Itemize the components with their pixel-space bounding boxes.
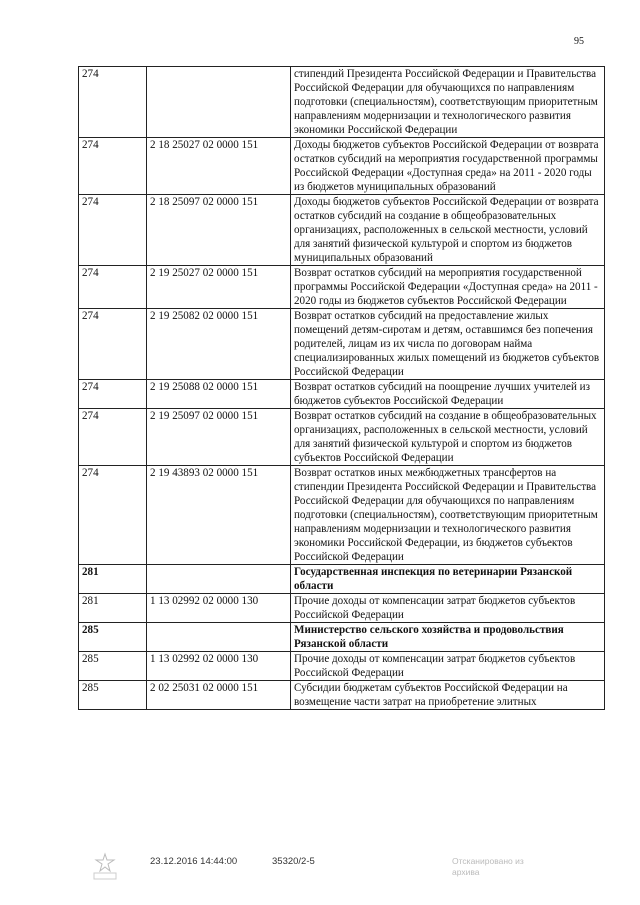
name-cell: Министерство сельского хозяйства и продовольствия Рязанской области bbox=[291, 623, 605, 652]
footer-stamp bbox=[452, 856, 524, 878]
table-row bbox=[79, 466, 605, 565]
code-cell: 281 bbox=[79, 565, 147, 594]
kbk-cell: 2 19 25088 02 0000 151 bbox=[147, 380, 291, 409]
kbk-cell: 2 19 25027 02 0000 151 bbox=[147, 266, 291, 309]
table-row bbox=[79, 594, 605, 623]
kbk-cell: 1 13 02992 02 0000 130 bbox=[147, 652, 291, 681]
table-row bbox=[79, 138, 605, 195]
name-cell: Субсидии бюджетам субъектов Российской Федерации на возмещение части затрат на приобретение элитных bbox=[291, 681, 605, 710]
table-row bbox=[79, 681, 605, 710]
name-cell: Государственная инспекция по ветеринарии Рязанской области bbox=[291, 565, 605, 594]
table-row bbox=[79, 652, 605, 681]
code-cell: 274 bbox=[79, 409, 147, 466]
name-cell: Прочие доходы от компенсации затрат бюджетов субъектов Российской Федерации bbox=[291, 652, 605, 681]
code-cell: 274 bbox=[79, 195, 147, 266]
table-row bbox=[79, 195, 605, 266]
code-cell: 285 bbox=[79, 623, 147, 652]
name-cell: Возврат остатков субсидий на предоставление жилых помещений детям-сиротам и детям, оставшимся без попечения родителей, лицам из их числа по договорам найма специализированных жилых помещений из бюджетов субъектов Российской Федерации bbox=[291, 309, 605, 380]
name-cell: Возврат остатков субсидий на создание в общеобразовательных организациях, расположенных в сельской местности, условий для занятий физической культурой и спортом из бюджетов субъектов Российской Федерации bbox=[291, 409, 605, 466]
code-cell: 281 bbox=[79, 594, 147, 623]
footer-doc-number: 35320/2-5 bbox=[272, 856, 315, 867]
kbk-cell: 2 02 25031 02 0000 151 bbox=[147, 681, 291, 710]
name-cell: Возврат остатков субсидий на поощрение лучших учителей из бюджетов субъектов Российской Федерации bbox=[291, 380, 605, 409]
code-cell: 274 bbox=[79, 138, 147, 195]
name-cell: Возврат остатков субсидий на мероприятия государственной программы Российской Федерации «Доступная среда» на 2011 - 2020 годы из бюджетов субъектов Российской Федерации bbox=[291, 266, 605, 309]
coat-of-arms-icon bbox=[88, 852, 122, 882]
name-cell: Прочие доходы от компенсации затрат бюджетов субъектов Российской Федерации bbox=[291, 594, 605, 623]
kbk-cell: 1 13 02992 02 0000 130 bbox=[147, 594, 291, 623]
kbk-cell: 2 19 25082 02 0000 151 bbox=[147, 309, 291, 380]
kbk-cell bbox=[147, 565, 291, 594]
kbk-cell: 2 18 25097 02 0000 151 bbox=[147, 195, 291, 266]
table-row bbox=[79, 67, 605, 138]
budget-codes-table bbox=[78, 66, 605, 710]
table-row bbox=[79, 309, 605, 380]
table-row bbox=[79, 409, 605, 466]
table-row bbox=[79, 623, 605, 652]
table-row bbox=[79, 380, 605, 409]
kbk-cell: 2 19 43893 02 0000 151 bbox=[147, 466, 291, 565]
code-cell: 274 bbox=[79, 309, 147, 380]
kbk-cell: 2 18 25027 02 0000 151 bbox=[147, 138, 291, 195]
code-cell: 285 bbox=[79, 652, 147, 681]
name-cell: Доходы бюджетов субъектов Российской Федерации от возврата остатков субсидий на мероприятия государственной программы Российской Федерации «Доступная среда» на 2011 - 2020 годы из бюджетов муниципальных образований bbox=[291, 138, 605, 195]
footer-stamp-line1: Отсканировано из bbox=[452, 856, 524, 866]
code-cell: 274 bbox=[79, 466, 147, 565]
kbk-cell bbox=[147, 623, 291, 652]
table-row bbox=[79, 565, 605, 594]
kbk-cell bbox=[147, 67, 291, 138]
kbk-cell: 2 19 25097 02 0000 151 bbox=[147, 409, 291, 466]
code-cell: 274 bbox=[79, 266, 147, 309]
name-cell: Возврат остатков иных межбюджетных трансфертов на стипендии Президента Российской Федерации и Правительства Российской Федерации для обучающихся по направлениям подготовки (специальностям), соответствующим приоритетным направлениям модернизации и технологического развития экономики Российской Федерации, из бюджетов субъектов Российской Федерации bbox=[291, 466, 605, 565]
code-cell: 285 bbox=[79, 681, 147, 710]
footer-stamp-line2: архива bbox=[452, 867, 480, 877]
table-row bbox=[79, 266, 605, 309]
code-cell: 274 bbox=[79, 380, 147, 409]
name-cell: Доходы бюджетов субъектов Российской Федерации от возврата остатков субсидий на создание в общеобразовательных организациях, расположенных в сельской местности, условий для занятий физической культурой и спортом из бюджетов муниципальных образований bbox=[291, 195, 605, 266]
code-cell: 274 bbox=[79, 67, 147, 138]
page-number: 95 bbox=[574, 36, 584, 47]
name-cell: стипендий Президента Российской Федерации и Правительства Российской Федерации для обучающихся по направлениям подготовки (специальностям), соответствующим приоритетным направлениям модернизации и технологического развития экономики Российской Федерации bbox=[291, 67, 605, 138]
footer-date: 23.12.2016 14:44:00 bbox=[150, 856, 238, 867]
